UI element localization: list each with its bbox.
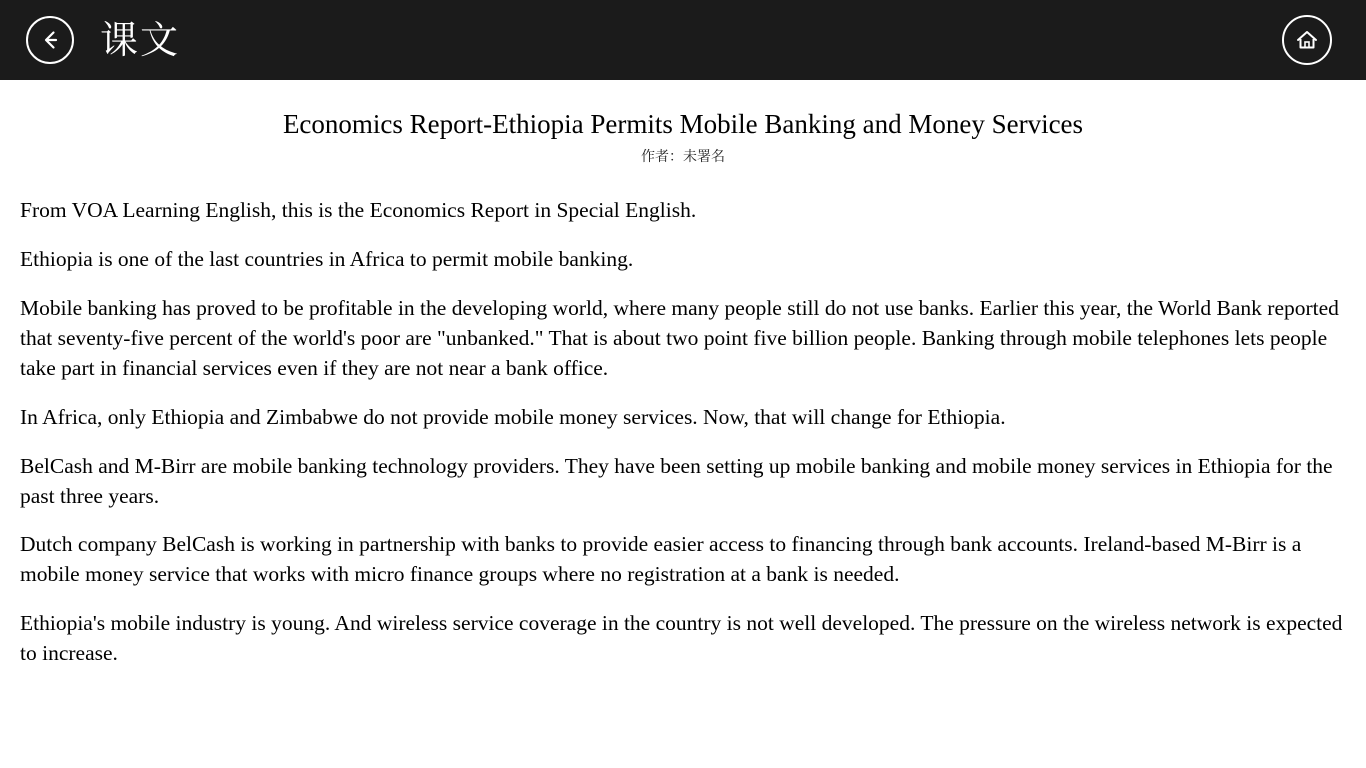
- article-paragraph: Ethiopia's mobile industry is young. And wireless service coverage in the country is not well developed. The pressure on the wireless network is expected to increase.: [20, 611, 1343, 666]
- home-icon: [1293, 26, 1321, 54]
- article-paragraph: BelCash and M-Birr are mobile banking technology providers. They have been setting up mobile banking and mobile money services in Ethiopia for the past three years.: [20, 453, 1333, 508]
- back-arrow-icon: [37, 27, 63, 53]
- article-author: 作者：未署名: [641, 149, 725, 166]
- article-paragraph: Mobile banking has proved to be profitable in the developing world, where many people still do not use banks. Earlier this year, the World Bank reported that seventy-five percent of the world's poor are "unbanked." That is about two point five billion people. Banking through mobile telephones lets people take part in financial services even if they are not near a bank office.: [20, 296, 1339, 380]
- article-body: [20, 196, 1346, 669]
- article-title: Economics Report-Ethiopia Permits Mobile Banking and Money Services: [282, 109, 1084, 139]
- app-header: [0, 0, 1366, 80]
- back-button[interactable]: [26, 16, 74, 64]
- page-title: 课文: [100, 18, 181, 62]
- article-scroll-area[interactable]: [0, 80, 1366, 768]
- article-paragraph: From VOA Learning English, this is the Economics Report in Special English.: [20, 198, 697, 223]
- article-paragraph: In Africa, only Ethiopia and Zimbabwe do not provide mobile money services. Now, that will change for Ethiopia.: [20, 404, 1006, 429]
- home-button[interactable]: [1282, 15, 1332, 65]
- article-paragraph: Dutch company BelCash is working in partnership with banks to provide easier access to financing through bank accounts. Ireland-based M-Birr is a mobile money service that works with micro finance groups where no registration at a bank is needed.: [20, 532, 1302, 587]
- article-paragraph: Ethiopia is one of the last countries in Africa to permit mobile banking.: [20, 247, 634, 272]
